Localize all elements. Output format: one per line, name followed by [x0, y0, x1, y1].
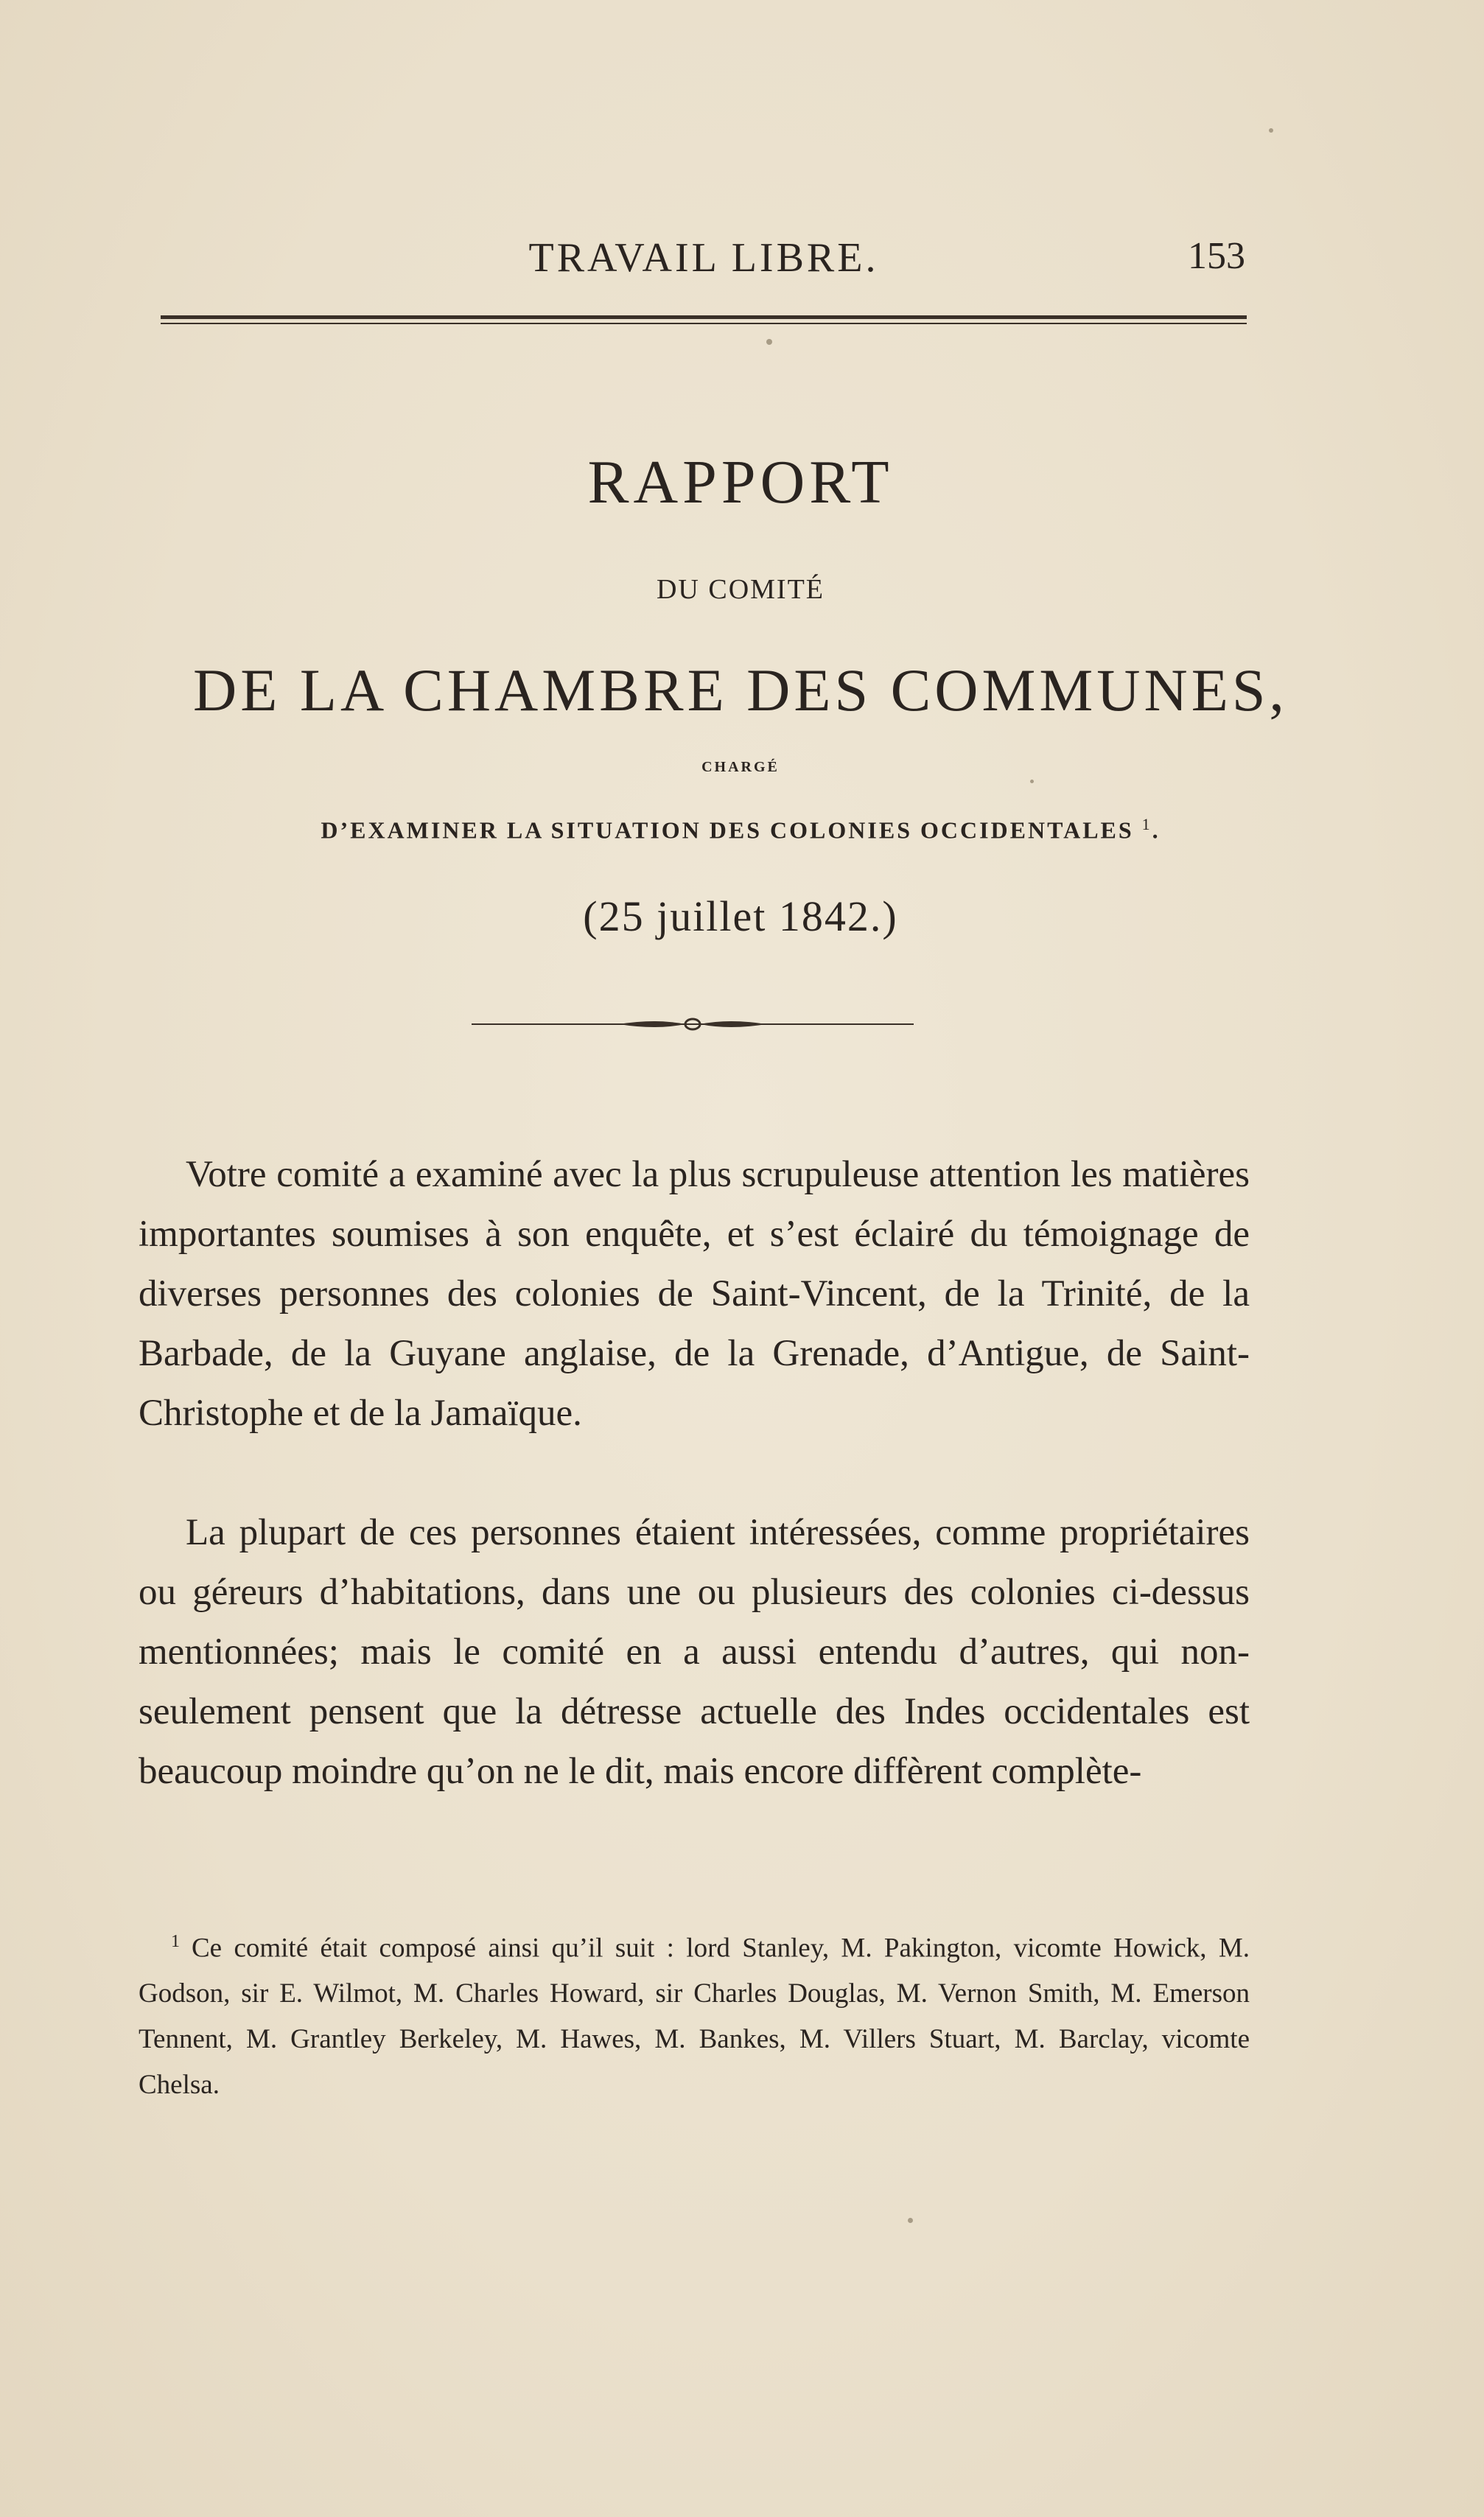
- subtitle-charge: CHARGÉ: [701, 759, 780, 775]
- paragraph-2: La plupart de ces personnes étaient intéressées, comme propriétaires ou géreurs d’habitations, dans une ou plusieurs des colonies ci-dessus mentionnées; mais le comité en a aussi entendu d’autres, qui non-seulement pensent que la détresse actuelle des Indes occidentales est beaucoup moindre qu’on ne le dit, mais encore diffèrent complète-: [139, 1512, 1250, 1792]
- paper-speck: [1269, 128, 1273, 133]
- ornament-divider: [472, 1017, 914, 1032]
- running-title: TRAVAIL LIBRE.: [528, 235, 879, 281]
- subtitle-examiner: D’EXAMINER LA SITUATION DES COLONIES OCCIDENTALES $^1$.: [321, 815, 1161, 844]
- page-number: 153: [1188, 235, 1245, 277]
- paragraph-1: Votre comité a examiné avec la plus scrupuleuse attention les matières importantes soumises à son enquête, et s’est éclairé du témoignage de diverses personnes des colonies de Saint-Vincent, de la Trinité, de la Barbade, de la Guyane anglaise, de la Grenade, d’Antigue, de Saint-Christophe et de la Jamaïque.: [139, 1154, 1250, 1434]
- report-date: (25 juillet 1842.): [583, 892, 898, 940]
- header-rule: [161, 315, 1247, 324]
- running-head: [162, 234, 1245, 293]
- subtitle-chambre: DE LA CHAMBRE DES COMMUNES,: [193, 657, 1288, 724]
- footnote-marker: 1: [171, 1932, 180, 1951]
- main-title: RAPPORT: [587, 448, 894, 517]
- footnote-text: Ce comité était composé ainsi qu’il suit : lord Stanley, M. Pakington, vicomte Howick, M. Godson, sir E. Wilmot, M. Charles Howard, sir Charles Douglas, M. Vernon Smith, M. Emerson Tennent, M. Grantley Berkeley, M. Hawes, M. Bankes, M. Villers Stuart, M. Barclay, vicomte Chelsa.: [139, 1933, 1250, 2101]
- subtitle-du-comite: DU COMITÉ: [656, 574, 825, 605]
- footnote: [139, 1919, 1250, 2108]
- paper-speck: [766, 339, 772, 345]
- subtitle-examiner-text: D’EXAMINER LA SITUATION DES COLONIES OCCIDENTALES: [321, 816, 1134, 844]
- footnote-reference: 1: [1141, 815, 1152, 833]
- paper-speck: [1030, 780, 1034, 783]
- paper-speck: [908, 2218, 913, 2223]
